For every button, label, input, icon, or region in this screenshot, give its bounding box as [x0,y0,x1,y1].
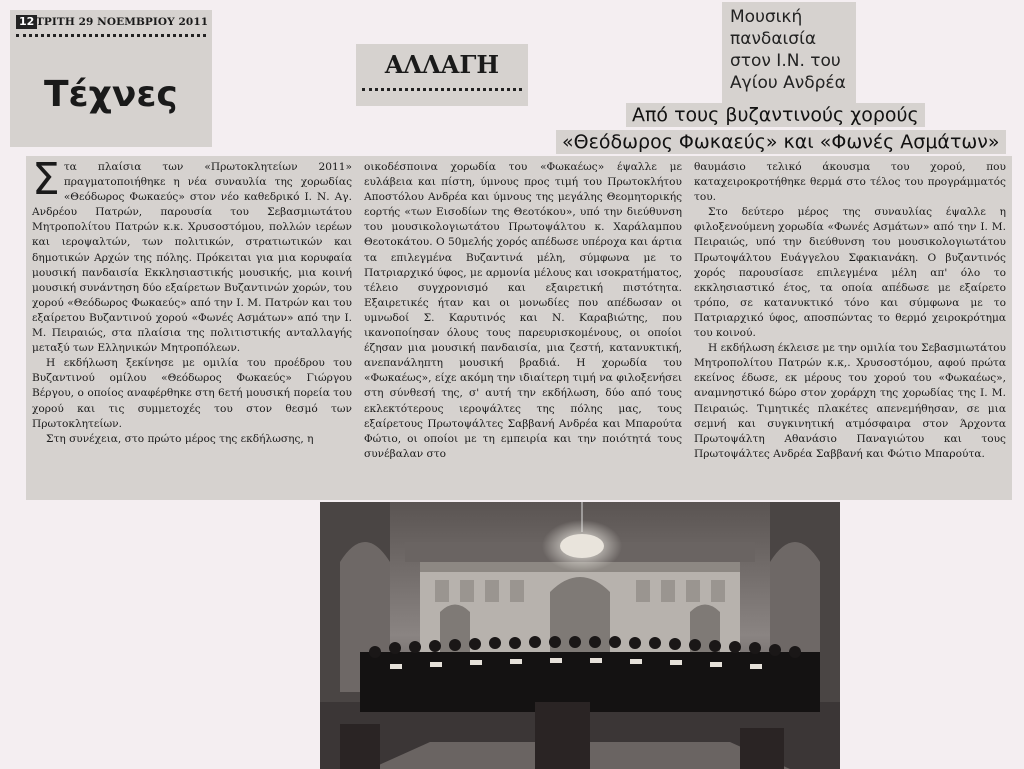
article-paragraph: Στο δεύτερο μέρος της συναυλίας έψαλλε η φιλοξενούμενη χορωδία «Φωνές Ασμάτων» από την Ι. Μ. Πειραιώς, υπό την διεύθυνση του μουσικολογιωτάτου Πρωτοψάλτου Ευάγγελου Σφακιανάκη. Ο βυζαντινός χορός παρουσίασε επιλεγμένα μέλη απ' όλο το εκκλησιαστικό έτος, τα οποία απέδωσε με εξαίρετο τρόπο, σε κατανυκτικό τόνο και σύμφωνα με το Πατριαρχικό ύφος, αποσπώντας το θερμό χειροκρότημα του κοινού. [694,206,1006,340]
headline-line-1: Από τους βυζαντινούς χορούς [626,103,925,127]
page-number: 12 [16,15,37,29]
article-paragraph: θαυμάσιο τελικό άκουσμα του χορού, που καταχειροκροτήθηκε θερμά στο τέλος του προγράμματός του. [694,161,1006,204]
article-column-3 [694,160,1006,462]
article-column-1 [32,154,352,447]
choir-photo-illustration [320,502,840,769]
masthead [10,10,212,147]
headline-line-2: «Θεόδωρος Φωκαεύς» και «Φωνές Ασμάτων» [556,130,1006,154]
dotted-rule [362,88,522,91]
article-paragraph: Στα πλαίσια των «Πρωτοκλητείων 2011» πραγματοποιήθηκε η νέα συναυλία της χορωδίας «Θεόδωρος Φωκαεύς» στον νέο καθεδρικό Ι. Ν. Αγ. Ανδρέου Πατρών, παρουσία του Σεβασμιωτάτου Μητροπολίτου Πατρών κ.κ. Χρυσοστόμου, πολλών ιερέων και ιεροψαλτών, των πολιτικών, στρατιωτικών και δημοτικών Αρχών της πόλης. Πρόκειται για μια κορυφαία μουσική πανδαισία Εκκλησιαστικής μουσικής, μια κοινή μουσική συνάντηση δύο εξαίρετων Βυζαντινών χορών, του χορού «Θεόδωρος Φωκαεύς» από την Ι. Μ. Πατρών και του εξαίρετου Βυζαντινού χορού «Φωνές Ασμάτων» από την Ι. Μ. Πειραιώς, στα πλαίσια της πολιτιστικής ανταλλαγής μεταξύ των Ελληνικών Μητροπόλεων. [32,154,352,355]
dotted-rule [16,34,206,37]
kicker-line: πανδαισία [730,29,817,49]
article-paragraph: Η εκδήλωση έκλεισε με την ομιλία του Σεβασμιωτάτου Μητροπολίτου Πατρών κ.κ,. Χρυσοστόμου, αφού πρώτα εκείνος έδωσε, εκ μέρους του χορού του «Φωκαέως», αναμνηστικό δώρο στον χοράρχη της χορωδίας της Ι. Μ. Πειραιώς. Τιμητικές πλακέτες απενεμήθησαν, σε μια σεμνή και συγκινητική ατμόσφαιρα στον Άρχοντα Πρωτοψάλτη Αθανάσιο Παναγιώτου και τους Πρωτοψάλτες Ανδρέα Σαββανή και Φώτιο Μπαρούτα. [694,342,1006,460]
article-column-2 [364,160,682,462]
kicker-line: στον Ι.Ν. του [730,51,841,71]
change-label-box [356,44,528,106]
section-title: Τέχνες [44,74,178,115]
change-label: ΑΛΛΑΓΗ [384,50,500,79]
kicker-line: Αγίου Ανδρέα [730,73,846,93]
article-body [26,156,1012,500]
kicker [730,6,846,94]
choir-photo [320,502,840,769]
article-paragraph: Η εκδήλωση ξεκίνησε με ομιλία του προέδρου του Βυζαντινού ομίλου «Θεόδωρος Φωκαεύς» Γιώργου Βέργου, ο οποίος αναφέρθηκε στη 6ετή μουσική πορεία του χορού και τις συμμετοχές του στον θεσμό των Πρωτοκλητείων. [32,357,352,430]
article-paragraph: Στη συνέχεια, στο πρώτο μέρος της εκδήλωσης, η [46,432,314,445]
issue-date: ΤΡΙΤΗ 29 ΝΟΕΜΒΡΙΟΥ 2011 [36,16,209,28]
drop-cap: Σ [32,154,60,205]
article-paragraph: οικοδέσποινα χορωδία του «Φωκαέως» έψαλλε με ευλάβεια και πίστη, ύμνους προς τιμή του Πρωτοκλήτου Αποστόλου Ανδρέα και ύμνους της μεγάλης Θεομητορικής εορτής «των Εισοδίων της Θεοτόκου», υπό την διεύθυνση του μουσικολογιωτάτου Πρωτοψάλτου κ. Χαράλαμπου Θεοτοκάτου. Ο 50μελής χορός απέδωσε υπέροχα και άρτια τα επιλεγμένα Βυζαντινά μέλη, σύμφωνα με το Πατριαρχικό ύφος, με αρμονία μέλους και ισοκρατήματος, τέλειο συγχρονισμό και εξαιρετική πιστότητα. Εξαιρετικές ήταν και οι μονωδίες που απέδωσαν οι υμνωδοί Σ. Καρυτινός και Ν. Καραβιώτης, που ικανοποίησαν όλους τους παρευρισκομένους, οι οποίοι έζησαν μια μουσική πανδαισία, μια ζεστή, κατανυκτική, ανεπανάληπτη μουσική βραδιά. Η χορωδία του «Φωκαέως», είχε ακόμη την ιδιαίτερη τιμή να φιλοξενήσει στη σύνθεσή της, σ' αυτή την εκδήλωση, δύο από τους εκλεκτότερους ιεροψάλτες της πόλης μας, τους εξαίρετους Πρωτοψάλτες Σαββανή Ανδρέα και Μπαρούτα Φώτιο, οι οποίοι με τη εμπειρία και την ποιότητά τους συνέβαλαν στο [364,161,682,460]
kicker-line: Μουσική [730,7,803,27]
